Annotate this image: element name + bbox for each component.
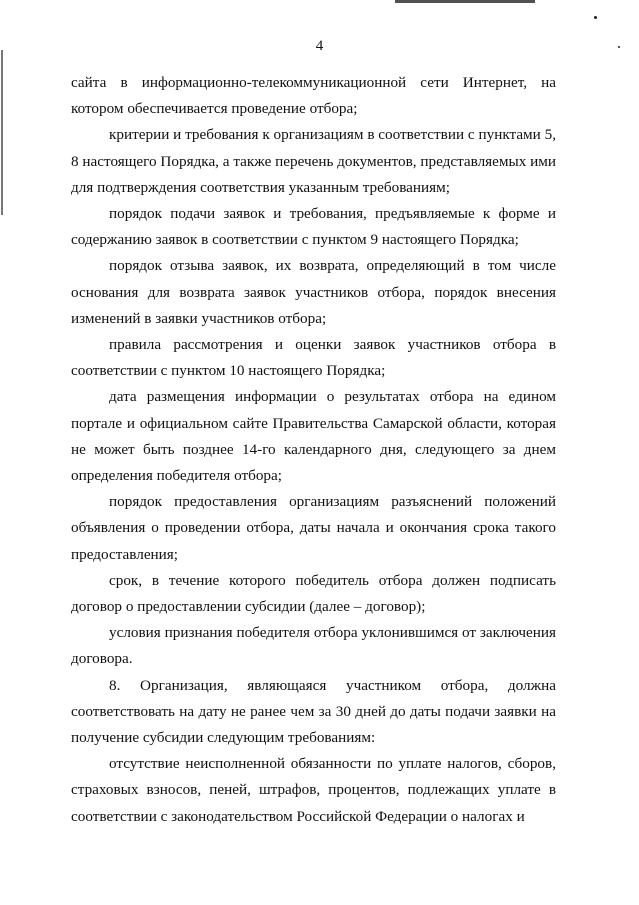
paragraph: критерии и требования к организациям в соответствии с пунктами 5, 8 настоящего Порядка, а также перечень документов, представляемых ими для подтверждения соответствия указанным требованиям; xyxy=(71,126,556,196)
document-body xyxy=(71,70,556,830)
scan-artifact-left xyxy=(1,50,3,215)
paragraph: условия признания победителя отбора уклонившимся от заключения договора. xyxy=(71,624,556,668)
paragraph: порядок подачи заявок и требования, предъявляемые к форме и содержанию заявок в соответствии с пунктом 9 настоящего Порядка; xyxy=(71,205,556,249)
paragraph: отсутствие неисполненной обязанности по уплате налогов, сборов, страховых взносов, пеней, штрафов, процентов, подлежащих уплате в соответствии с законодательством Российской Федерации о налогах и xyxy=(71,755,556,825)
paragraph: дата размещения информации о результатах отбора на едином портале и официальном сайте Правительства Самарской области, которая не может быть позднее 14-го календарного дня, следующего за днем определения победителя отбора; xyxy=(71,388,556,485)
paragraph: 8. Организация, являющаяся участником отбора, должна соответствовать на дату не ранее чем за 30 дней до даты подачи заявки на получение субсидии следующим требованиям: xyxy=(71,676,556,747)
page-number: 4 xyxy=(315,38,324,54)
paragraph: сайта в информационно-телекоммуникационной сети Интернет, на котором обеспечивается проведение отбора; xyxy=(71,74,556,118)
paragraph: порядок отзыва заявок, их возврата, определяющий в том числе основания для возврата заявок участников отбора, порядок внесения изменений в заявки участников отбора; xyxy=(71,257,556,327)
paragraph: порядок предоставления организациям разъяснений положений объявления о проведении отбора, даты начала и окончания срока такого предоставления; xyxy=(71,493,556,563)
scan-artifact-top xyxy=(395,0,535,3)
scan-speck xyxy=(594,16,597,19)
paragraph: срок, в течение которого победитель отбора должен подписать договор о предоставлении субсидии (далее – договор); xyxy=(71,571,556,616)
paragraph: правила рассмотрения и оценки заявок участников отбора в соответствии с пунктом 10 настоящего Порядка; xyxy=(71,336,556,380)
